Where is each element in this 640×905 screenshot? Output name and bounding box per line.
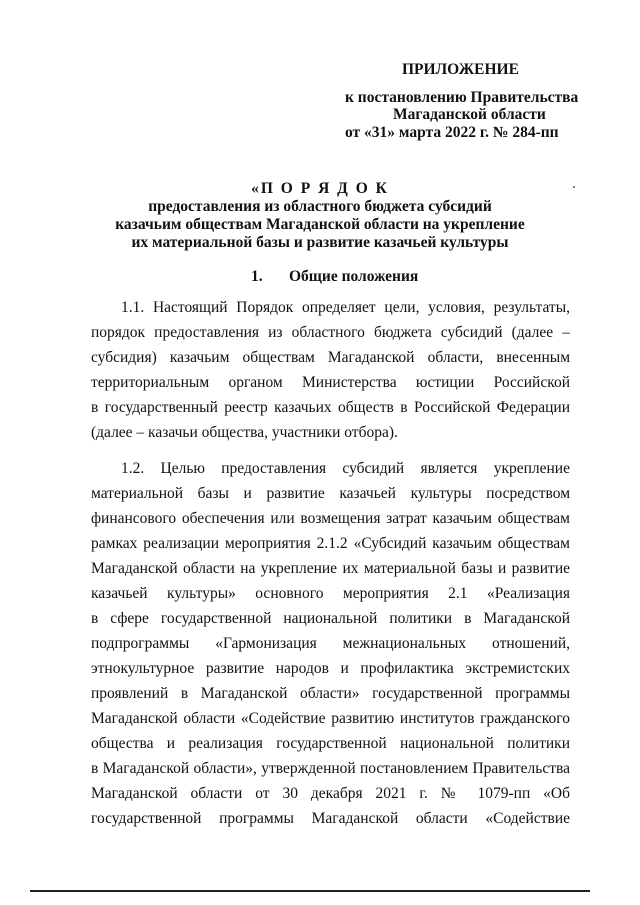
text-line: (далее – казачьи общества, участники отбора). <box>91 424 398 441</box>
document-title <box>0 180 640 252</box>
text-line: подпрограммы «Гармонизация межнациональных отношений, <box>91 635 570 652</box>
date-number-line: от «31» марта 2022 г. № 284-пп <box>345 124 559 141</box>
resolution-line: к постановлению Правительства <box>345 89 579 106</box>
text-line: Магаданской области на укрепление их материальной базы и развитие <box>91 560 570 577</box>
paragraph-1-1 <box>91 295 570 445</box>
paragraph-1-2 <box>91 456 570 831</box>
text-line: 1.1. Настоящий Порядок определяет цели, условия, результаты, <box>121 299 570 316</box>
text-line: общества и реализация государственной национальной политики <box>91 735 570 752</box>
text-line: Магаданской области от 30 декабря 2021 г. № 1079-пп «Об <box>91 785 570 802</box>
section-heading: Общие положения <box>289 268 419 285</box>
text-line: государственной программы Магаданской области «Содействие <box>91 810 570 827</box>
title-line: предоставления из областного бюджета субсидий <box>148 198 492 215</box>
section-number: 1. <box>251 268 263 285</box>
text-line: 1.2. Целью предоставления субсидий является укрепление <box>121 460 570 477</box>
text-line: рамках реализации мероприятия 2.1.2 «Субсидий казачьим обществам <box>91 535 570 552</box>
text-line: в Магаданской области», утвержденной постановлением Правительства <box>91 760 570 777</box>
text-line: финансового обеспечения или возмещения затрат казачьим обществам <box>91 510 570 527</box>
text-line: территориальным органом Министерства юстиции Российской <box>91 374 570 391</box>
text-line: проявлений в Магаданской области» государственной программы <box>91 685 570 702</box>
scan-bottom-edge <box>30 890 590 892</box>
scan-speck <box>573 186 575 188</box>
text-line: субсидия) казачьим обществам Магаданской области, внесенным <box>91 349 570 366</box>
title-line: их материальной базы и развитие казачьей культуры <box>131 234 509 251</box>
text-line: Магаданской области «Содействие развитию институтов гражданского <box>91 710 570 727</box>
text-line: в государственный реестр казачьих обществ в Российской Федерации <box>91 399 570 416</box>
text-line: казачьей культуры» основного мероприятия 2.1 «Реализация <box>91 585 570 602</box>
text-line: этнокультурное развитие народов и профилактика экстремистских <box>91 660 570 677</box>
region-line: Магаданской области <box>393 106 546 123</box>
text-line: в сфере государственной национальной политики в Магаданской <box>91 610 570 627</box>
appendix-heading: ПРИЛОЖЕНИЕ <box>402 61 519 78</box>
title-word: «П О Р Я Д О К <box>251 180 389 197</box>
title-line: казачьим обществам Магаданской области на укрепление <box>115 216 525 233</box>
text-line: порядок предоставления из областного бюджета субсидий (далее – <box>91 324 570 341</box>
text-line: материальной базы и развитие казачьей культуры посредством <box>91 485 570 502</box>
